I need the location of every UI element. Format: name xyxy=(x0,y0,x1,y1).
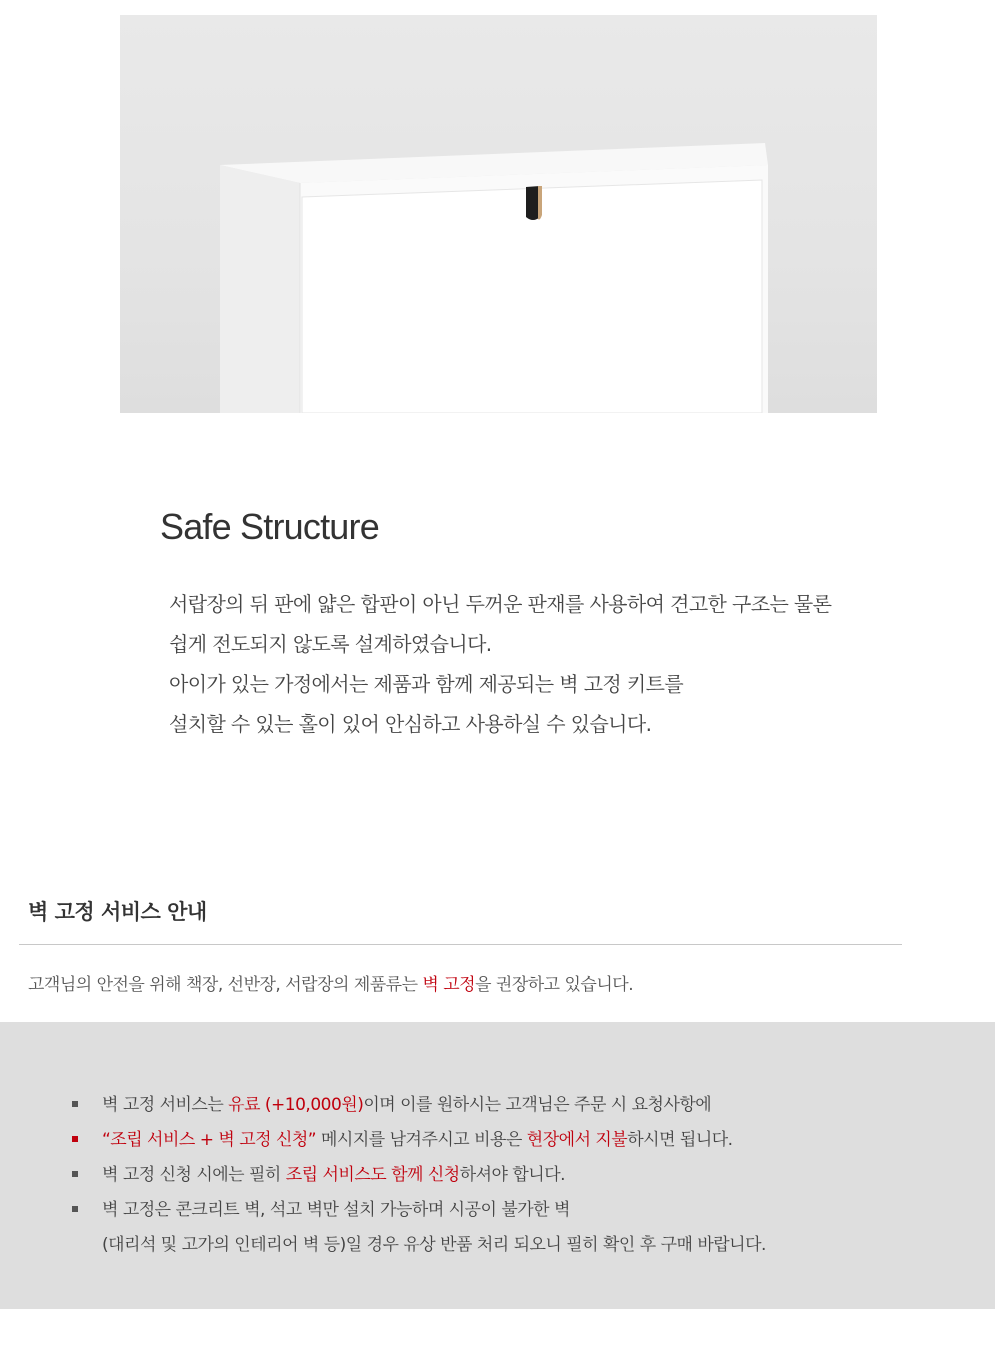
notice-item: 벽 고정 신청 시에는 필히 조립 서비스도 함께 신청하셔야 합니다. xyxy=(72,1158,766,1193)
notice-list xyxy=(72,1088,766,1263)
wall-service-notice-box xyxy=(0,1022,995,1309)
intro-text: 고객님의 안전을 위해 책장, 선반장, 서랍장의 제품류는 xyxy=(28,975,423,995)
description-line: 서랍장의 뒤 판에 얇은 합판이 아닌 두꺼운 판재를 사용하여 견고한 구조는 물론 xyxy=(169,592,832,616)
description-line: 쉽게 전도되지 않도록 설계하였습니다. xyxy=(169,632,492,656)
intro-text-end: 을 권장하고 있습니다. xyxy=(475,975,634,995)
request-message-highlight: “조립 서비스 + 벽 고정 신청” xyxy=(102,1130,317,1150)
payment-highlight: 현장에서 지불 xyxy=(526,1130,628,1150)
description-line: 설치할 수 있는 홀이 있어 안심하고 사용하실 수 있습니다. xyxy=(169,712,652,736)
description-line: 아이가 있는 가정에서는 제품과 함께 제공되는 벽 고정 키트를 xyxy=(169,672,684,696)
section-divider xyxy=(19,944,902,945)
notice-item: 벽 고정 서비스는 유료 (+10,000원)이며 이를 원하시는 고객님은 주문 시 요청사항에 xyxy=(72,1088,766,1123)
drawer-cabinet-illustration xyxy=(120,15,877,413)
price-highlight: 유료 (+10,000원) xyxy=(228,1095,364,1115)
wall-service-heading: 벽 고정 서비스 안내 xyxy=(28,900,207,924)
intro-highlight: 벽 고정 xyxy=(422,975,476,995)
assembly-highlight: 조립 서비스도 함께 신청 xyxy=(285,1165,460,1185)
product-photo xyxy=(120,15,877,413)
notice-item: “조립 서비스 + 벽 고정 신청” 메시지를 남겨주시고 비용은 현장에서 지불하시면 됩니다. xyxy=(72,1123,766,1158)
notice-item: 벽 고정은 콘크리트 벽, 석고 벽만 설치 가능하며 시공이 불가한 벽 xyxy=(72,1193,766,1228)
safe-structure-description xyxy=(169,584,929,744)
notice-item-continuation: (대리석 및 고가의 인테리어 벽 등)일 경우 유상 반품 처리 되오니 필히 확인 후 구매 바랍니다. xyxy=(102,1235,766,1255)
square-bullet-icon xyxy=(72,1206,78,1212)
square-bullet-icon xyxy=(72,1101,78,1107)
wall-service-intro xyxy=(28,970,633,995)
square-bullet-icon xyxy=(72,1171,78,1177)
square-bullet-icon xyxy=(72,1136,78,1142)
safe-structure-title: Safe Structure xyxy=(160,506,379,547)
